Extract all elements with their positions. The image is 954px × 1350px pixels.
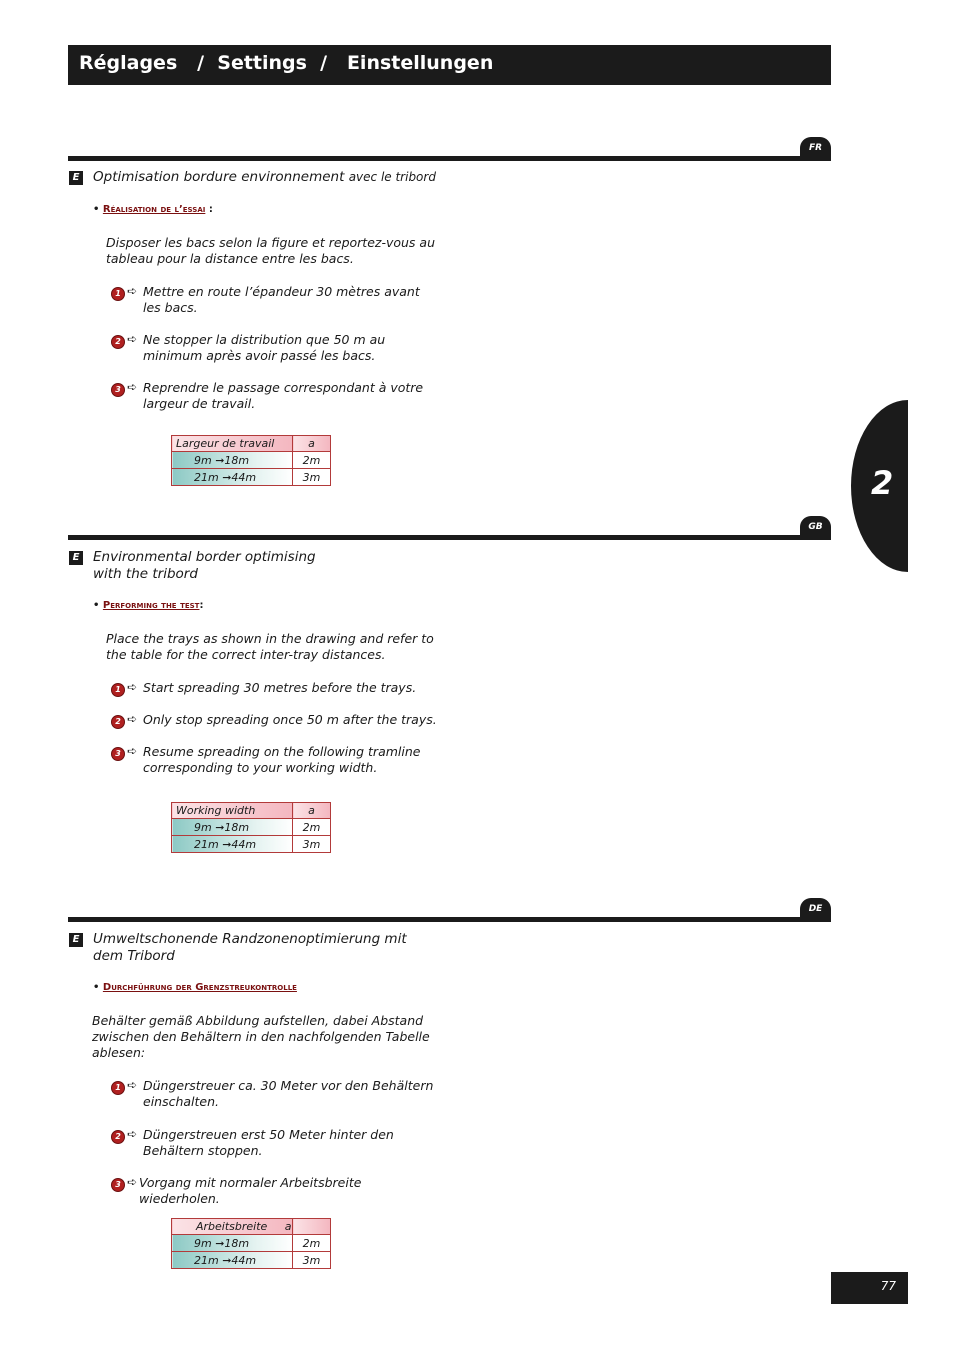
- step-text: [143, 380, 423, 412]
- arrow-right-icon: ➪: [127, 712, 138, 726]
- subheading-text: Durchführung der Grenzstreukontrolle: [102, 982, 297, 993]
- step-text: [143, 744, 420, 776]
- step-line: Vorgang mit normaler Arbeitsbreite: [139, 1175, 362, 1190]
- step-text: [143, 680, 416, 696]
- table-header: [293, 1219, 331, 1235]
- section-title-line: with the tribord: [93, 566, 198, 582]
- width-table-de: [171, 1218, 331, 1269]
- intro-line: Disposer les bacs selon la figure et reportez-vous au: [106, 235, 435, 250]
- intro-line: zwischen den Behältern in den nachfolgenden Tabelle: [92, 1029, 430, 1044]
- step-text: [143, 284, 420, 316]
- table-cell: 3m: [293, 836, 331, 853]
- page-header: [68, 45, 831, 85]
- step-number-1: 1: [111, 287, 125, 301]
- table-header: Arbeitsbreite a: [172, 1219, 293, 1235]
- section-marker-de: E: [69, 933, 83, 947]
- width-table-fr: [171, 435, 331, 486]
- step-line: Only stop spreading once 50 m after the trays.: [143, 712, 437, 727]
- step-text: [143, 1078, 433, 1110]
- step-number-2: 2: [111, 1130, 125, 1144]
- section-title-de: [93, 931, 407, 965]
- table-cell: 21m ➞44m: [172, 469, 293, 486]
- width-table-gb: [171, 802, 331, 853]
- chapter-tab: [851, 400, 908, 572]
- subheading-de: [93, 982, 297, 993]
- section-rule-de: [68, 917, 831, 922]
- step-line: Reprendre le passage correspondant à votre: [143, 380, 424, 395]
- subheading-colon: :: [199, 600, 204, 611]
- step-number-1: 1: [111, 1081, 125, 1095]
- step-number-1: 1: [111, 683, 125, 697]
- arrow-right-icon: ➪: [127, 1078, 138, 1092]
- table-cell: 2m: [293, 819, 331, 836]
- step-line: largeur de travail.: [143, 396, 256, 411]
- intro-line: Place the trays as shown in the drawing and refer to: [106, 631, 434, 646]
- step-number-2: 2: [111, 715, 125, 729]
- page-number-box: [831, 1272, 908, 1304]
- bullet: •: [93, 982, 100, 993]
- section-rule-fr: [68, 156, 831, 161]
- table-header: a: [293, 436, 331, 452]
- subheading-fr: [93, 204, 213, 215]
- section-title-line: Environmental border optimising: [93, 549, 316, 565]
- step-line: Mettre en route l’épandeur 30 mètres avant: [143, 284, 420, 299]
- intro-gb: [106, 631, 434, 663]
- section-rule-gb: [68, 535, 831, 540]
- arrow-right-icon: ➪: [127, 380, 138, 394]
- section-marker-gb: E: [69, 551, 83, 565]
- step-line: Düngerstreuen erst 50 Meter hinter den: [143, 1127, 394, 1142]
- intro-de: [92, 1013, 430, 1061]
- page-title: Réglages / Settings / Einstellungen: [79, 52, 494, 74]
- bullet: •: [93, 204, 100, 215]
- arrow-right-icon: ➪: [127, 332, 138, 346]
- table-header: Working width: [172, 803, 293, 819]
- section-title-fr: [93, 169, 436, 186]
- step-line: les bacs.: [143, 300, 198, 315]
- step-line: Start spreading 30 metres before the trays.: [143, 680, 417, 695]
- intro-line: the table for the correct inter-tray distances.: [106, 647, 386, 662]
- step-line: minimum après avoir passé les bacs.: [143, 348, 376, 363]
- table-cell: 2m: [293, 1235, 331, 1252]
- subheading-colon: :: [205, 204, 213, 215]
- arrow-right-icon: ➪: [127, 284, 138, 298]
- lang-badge-gb: GB: [800, 516, 831, 538]
- step-line: einschalten.: [143, 1094, 220, 1109]
- lang-badge-de: DE: [800, 898, 831, 920]
- step-number-3: 3: [111, 1178, 125, 1192]
- intro-line: Behälter gemäß Abbildung aufstellen, dabei Abstand: [92, 1013, 424, 1028]
- step-number-2: 2: [111, 335, 125, 349]
- step-line: Düngerstreuer ca. 30 Meter vor den Behältern: [143, 1078, 434, 1093]
- subheading-gb: [93, 600, 203, 611]
- step-text: [143, 712, 437, 728]
- table-cell: 2m: [293, 452, 331, 469]
- step-number-3: 3: [111, 747, 125, 761]
- intro-line: ablesen:: [92, 1045, 146, 1060]
- table-cell: 21m ➞44m: [172, 836, 293, 853]
- table-cell: 21m ➞44m: [172, 1252, 293, 1269]
- table-cell: 9m ➞18m: [172, 1235, 293, 1252]
- arrow-right-icon: ➪: [127, 1127, 138, 1141]
- table-cell: 3m: [293, 1252, 331, 1269]
- arrow-right-icon: ➪: [127, 680, 138, 694]
- section-title-gb: [93, 549, 316, 583]
- step-line: Behältern stoppen.: [143, 1143, 263, 1158]
- step-line: Resume spreading on the following tramline: [143, 744, 421, 759]
- step-line: corresponding to your working width.: [143, 760, 378, 775]
- table-cell: 9m ➞18m: [172, 452, 293, 469]
- arrow-right-icon: ➪: [127, 1175, 138, 1189]
- intro-line: tableau pour la distance entre les bacs.: [106, 251, 354, 266]
- step-number-3: 3: [111, 383, 125, 397]
- step-line: wiederholen.: [139, 1191, 220, 1206]
- subheading-text: Réalisation de l’essai: [102, 204, 206, 215]
- section-title-line: Umweltschonende Randzonenoptimierung mit: [93, 931, 407, 947]
- chapter-number: 2: [871, 464, 894, 502]
- page-number: 77: [880, 1279, 896, 1293]
- step-line: Ne stopper la distribution que 50 m au: [143, 332, 386, 347]
- section-title-line: dem Tribord: [93, 948, 175, 964]
- table-cell: 9m ➞18m: [172, 819, 293, 836]
- step-text: [143, 1127, 394, 1159]
- section-title-small: avec le tribord: [348, 170, 436, 184]
- table-header: a: [293, 803, 331, 819]
- intro-fr: [106, 235, 435, 267]
- table-header: Largeur de travail: [172, 436, 293, 452]
- section-title-main: Optimisation bordure environnement: [93, 169, 345, 185]
- step-text: [143, 332, 385, 364]
- lang-badge-fr: FR: [800, 137, 831, 159]
- table-cell: 3m: [293, 469, 331, 486]
- arrow-right-icon: ➪: [127, 744, 138, 758]
- bullet: •: [93, 600, 100, 611]
- subheading-text: Performing the test: [102, 600, 200, 611]
- section-marker-fr: E: [69, 171, 83, 185]
- step-text: [139, 1175, 361, 1207]
